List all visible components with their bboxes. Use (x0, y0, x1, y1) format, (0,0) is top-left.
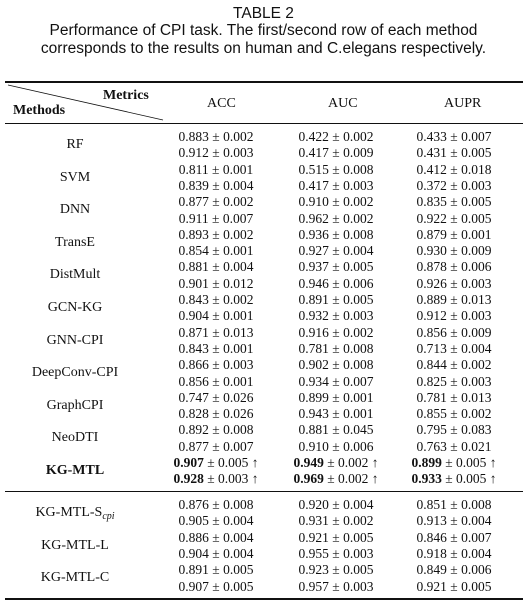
table-cell: 0.904 ± 0.004 (178, 545, 254, 561)
bottom-rule (5, 598, 523, 600)
best-value: 0.969 (293, 471, 324, 487)
table-cell: 0.899 ± 0.001 (298, 389, 374, 405)
table-cell: 0.839 ± 0.004 (178, 177, 254, 193)
table-cell: 0.931 ± 0.002 (298, 513, 374, 529)
table-cell: 0.955 ± 0.003 (298, 545, 374, 561)
table-cell: 0.921 ± 0.005 (416, 578, 492, 594)
table-cell: 0.934 ± 0.007 (298, 373, 374, 389)
table-cell: 0.856 ± 0.001 (178, 373, 254, 389)
table-cell: 0.922 ± 0.005 (416, 210, 492, 226)
table-cell: 0.849 ± 0.006 (416, 562, 492, 578)
table-cell: 0.910 ± 0.002 (298, 194, 374, 210)
table-cell: 0.878 ± 0.006 (416, 259, 492, 275)
method-subscript: cpi (102, 511, 115, 522)
best-value: 0.928 (173, 471, 204, 487)
header-rule (5, 123, 523, 124)
table-cell: 0.843 ± 0.002 (178, 292, 254, 307)
table-cell: 0.912 ± 0.003 (178, 145, 254, 161)
table-cell: 0.877 ± 0.007 (178, 438, 254, 454)
table-cell: 0.886 ± 0.004 (178, 529, 254, 545)
table-cell: 0.883 ± 0.002 (178, 129, 254, 144)
table-cell: 0.877 ± 0.002 (178, 194, 254, 210)
table-cell: 0.855 ± 0.002 (416, 406, 492, 422)
std-dev-arrow: ± 0.005 ↑ (441, 455, 497, 470)
caption-line-2: corresponds to the results on human and C.elegans respectively. (40, 40, 487, 57)
table-cell: 0.713 ± 0.004 (416, 340, 492, 356)
table-cell: 0.851 ± 0.008 (416, 497, 492, 512)
table-cell: 0.936 ± 0.008 (298, 226, 374, 242)
table-cell: 0.835 ± 0.005 (416, 194, 492, 210)
table-cell: 0.412 ± 0.018 (416, 161, 492, 177)
table-cell: 0.911 ± 0.007 (178, 210, 254, 226)
table-cell: 0.417 ± 0.009 (298, 145, 374, 161)
table-cell: 0.930 ± 0.009 (416, 243, 492, 259)
table-cell-best (394, 456, 514, 470)
std-dev-arrow: ± 0.002 ↑ (323, 471, 379, 487)
column-header-acc: ACC (207, 96, 236, 111)
std-dev-arrow: ± 0.002 ↑ (323, 455, 379, 470)
methods-header: Methods (13, 103, 66, 118)
method-name (0, 539, 150, 553)
table-cell: 0.907 ± 0.005 (178, 578, 254, 594)
table-cell: 0.876 ± 0.008 (178, 497, 254, 512)
best-value: 0.933 (411, 471, 442, 487)
caption-line-1: Performance of CPI task. The first/second row of each method (49, 22, 478, 39)
table-cell-best (394, 472, 514, 486)
table-cell: 0.417 ± 0.003 (298, 177, 374, 193)
table-cell: 0.891 ± 0.005 (298, 292, 374, 307)
method-name: SVM (59, 169, 91, 185)
table-cell: 0.891 ± 0.005 (178, 562, 254, 578)
table-cell: 0.932 ± 0.003 (298, 308, 374, 324)
method-base-name: KG-MTL-L (41, 537, 109, 553)
method-name: TransE (55, 234, 95, 250)
table-cell: 0.811 ± 0.001 (178, 161, 254, 177)
table-cell: 0.937 ± 0.005 (298, 259, 374, 275)
table-cell: 0.763 ± 0.021 (416, 438, 492, 454)
table-cell: 0.892 ± 0.008 (178, 422, 254, 438)
method-name: DeepConv-CPI (31, 365, 119, 381)
best-value: 0.949 (293, 455, 324, 470)
method-name: GCN-KG (47, 300, 103, 315)
table-cell: 0.916 ± 0.002 (298, 324, 374, 340)
table-cell: 0.910 ± 0.006 (298, 438, 374, 454)
table-cell: 0.905 ± 0.004 (178, 513, 254, 529)
table-cell: 0.433 ± 0.007 (416, 129, 492, 144)
table-cell: 0.828 ± 0.026 (178, 406, 254, 422)
table-cell: 0.901 ± 0.012 (178, 275, 254, 291)
method-base-name: KG-MTL-S (35, 505, 103, 520)
table-cell: 0.893 ± 0.002 (178, 226, 254, 242)
table-cell-best (156, 456, 276, 470)
table-cell: 0.866 ± 0.003 (178, 357, 254, 373)
table-cell: 0.902 ± 0.008 (298, 357, 374, 373)
column-header-aupr: AUPR (444, 96, 482, 111)
std-dev-arrow: ± 0.005 ↑ (203, 455, 259, 470)
table-cell: 0.923 ± 0.005 (298, 562, 374, 578)
table-cell: 0.889 ± 0.013 (416, 292, 492, 307)
mid-rule (5, 491, 523, 492)
table-cell: 0.515 ± 0.008 (298, 161, 374, 177)
column-header-auc: AUC (328, 96, 358, 111)
table-label: TABLE 2 (233, 5, 294, 22)
table-cell: 0.918 ± 0.004 (416, 545, 492, 561)
table-cell: 0.904 ± 0.001 (178, 308, 254, 324)
table-cell: 0.921 ± 0.005 (298, 529, 374, 545)
table-cell: 0.422 ± 0.002 (298, 129, 374, 144)
table-cell: 0.781 ± 0.008 (298, 340, 374, 356)
method-name: RF (66, 137, 84, 152)
table-cell: 0.846 ± 0.007 (416, 529, 492, 545)
method-name (0, 571, 150, 585)
method-base-name: KG-MTL-C (40, 570, 110, 586)
std-dev-arrow: ± 0.005 ↑ (441, 471, 497, 487)
method-name (0, 506, 150, 520)
table-cell: 0.912 ± 0.003 (416, 308, 492, 324)
table-cell: 0.844 ± 0.002 (416, 357, 492, 373)
table-cell-best (276, 456, 396, 470)
std-dev-arrow: ± 0.003 ↑ (203, 471, 259, 487)
best-value: 0.899 (411, 455, 442, 470)
table-cell: 0.431 ± 0.005 (416, 145, 492, 161)
table-cell: 0.920 ± 0.004 (298, 497, 374, 512)
method-name: DistMult (49, 267, 101, 283)
table-cell: 0.856 ± 0.009 (416, 324, 492, 340)
table-cell: 0.881 ± 0.004 (178, 259, 254, 275)
table-cell: 0.913 ± 0.004 (416, 513, 492, 529)
table-cell: 0.946 ± 0.006 (298, 275, 374, 291)
table-cell: 0.927 ± 0.004 (298, 243, 374, 259)
table-cell: 0.879 ± 0.001 (416, 226, 492, 242)
table-cell-best (156, 472, 276, 486)
table-cell: 0.747 ± 0.026 (178, 389, 254, 405)
table-cell: 0.843 ± 0.001 (178, 340, 254, 356)
table-cell-best (276, 472, 396, 486)
table-cell: 0.871 ± 0.013 (178, 324, 254, 340)
metrics-header: Metrics (103, 88, 149, 103)
method-name-kg-mtl: KG-MTL (45, 463, 105, 478)
table-cell: 0.943 ± 0.001 (298, 406, 374, 422)
method-name: GNN-CPI (46, 332, 104, 348)
table-cell: 0.854 ± 0.001 (178, 243, 254, 259)
table-cell: 0.372 ± 0.003 (416, 177, 492, 193)
table-cell: 0.957 ± 0.003 (298, 578, 374, 594)
table-cell: 0.962 ± 0.002 (298, 210, 374, 226)
best-value: 0.907 (173, 455, 204, 470)
table-cell: 0.926 ± 0.003 (416, 275, 492, 291)
method-name: DNN (59, 202, 91, 218)
method-name: GraphCPI (46, 397, 104, 413)
method-name: NeoDTI (51, 430, 99, 446)
table-cell: 0.781 ± 0.013 (416, 389, 492, 405)
table-cell: 0.795 ± 0.083 (416, 422, 492, 438)
table-cell: 0.825 ± 0.003 (416, 373, 492, 389)
table-cell: 0.881 ± 0.045 (298, 422, 374, 438)
